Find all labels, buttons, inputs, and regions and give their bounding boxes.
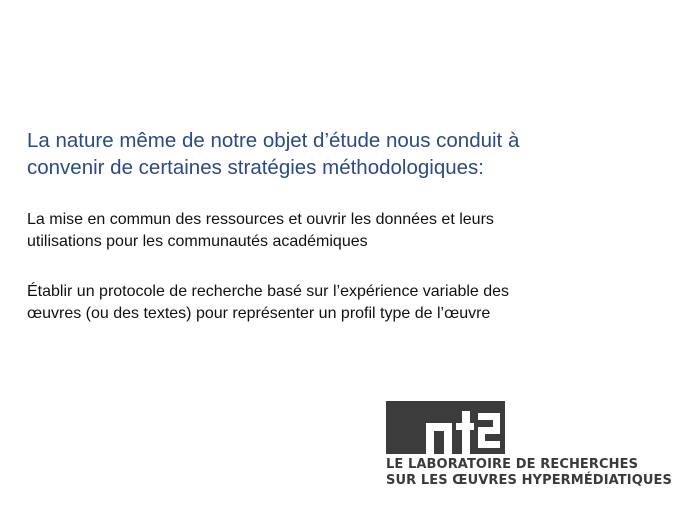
paragraph-line: œuvres (ou des textes) pour représenter un profil type de l’œuvre [27, 304, 491, 322]
heading-line: La nature même de notre objet d’étude nous conduit à [27, 129, 520, 152]
logo-tagline-line: SUR LES ŒUVRES HYPERMÉDIATIQUES [386, 473, 672, 488]
slide-heading [27, 127, 647, 181]
logo-tagline-line: LE LABORATOIRE DE RECHERCHES [386, 457, 639, 472]
nt2-logo-mark-icon [386, 401, 505, 454]
nt2-logo [386, 401, 676, 501]
paragraph-line: Établir un protocole de recherche basé sur l’expérience variable des [27, 283, 510, 300]
paragraph-line: utilisations pour les communautés académiques [27, 232, 368, 250]
paragraph-research-protocol [27, 281, 667, 324]
heading-line: convenir de certaines stratégies méthodologiques: [27, 156, 484, 179]
paragraph-shared-resources [27, 209, 667, 252]
paragraph-line: La mise en commun des ressources et ouvrir les données et leurs [27, 211, 494, 228]
nt2-logo-mark [386, 401, 505, 454]
